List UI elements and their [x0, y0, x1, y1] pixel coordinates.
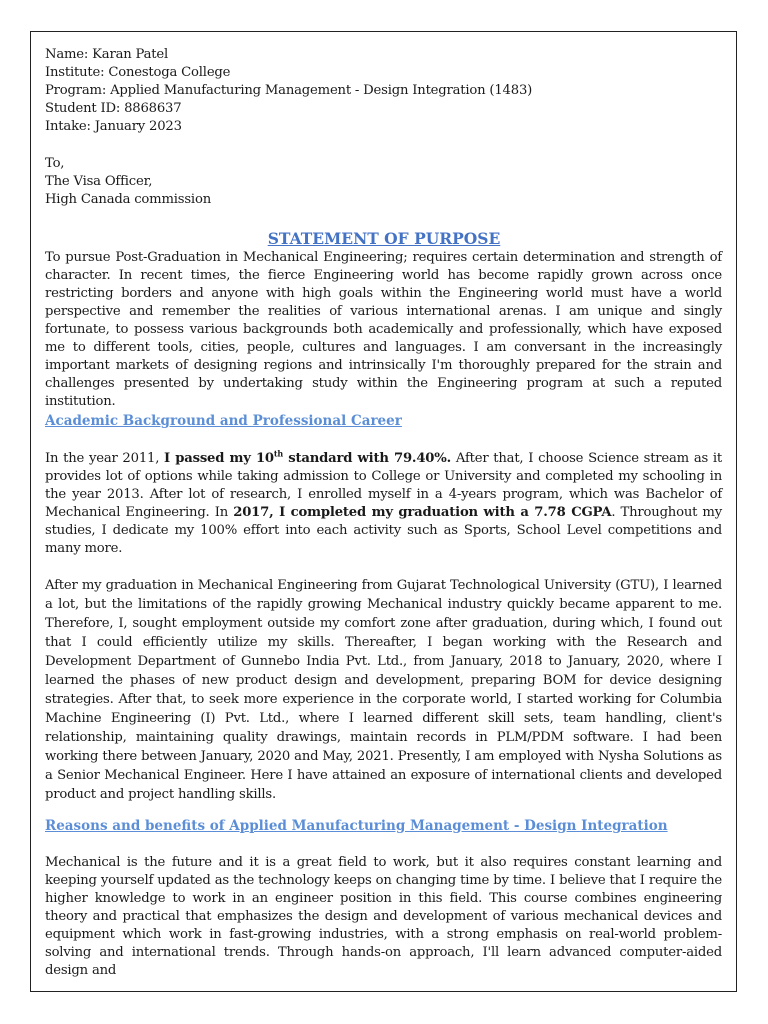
document-title: STATEMENT OF PURPOSE — [267, 229, 501, 248]
applicant-student-id: Student ID: 8868637 — [45, 101, 182, 116]
bold-text: I passed my 10 — [164, 451, 274, 466]
address-commission: High Canada commission — [45, 192, 211, 207]
bold-text: 2017, I completed my graduation with a 7.78 CGPA — [233, 505, 612, 520]
intro-paragraph: To pursue Post-Graduation in Mechanical Engineering; requires certain determination and strength of character. In recent times, the fierce Engineering world has become rapidly grown across once restricting borders and anyone with high goals within the Engineering world must have a world perspective and remember the realities of various international arenas. I am unique and singly fortunate, to possess various backgrounds both academically and professionally, which have exposed me to different tools, cities, people, cultures and languages. I am conversant in the increasingly important markets of designing regions and intrinsically I'm thoroughly prepared for the strain and challenges presented by undertaking study within the Engineering program at such a reputed institution. — [45, 250, 722, 409]
bold-text: standard with 79.40%. — [283, 451, 452, 466]
academic-paragraph — [45, 450, 722, 558]
section-heading-reasons: Reasons and benefits of Applied Manufacturing Management - Design Integration — [45, 818, 668, 834]
career-paragraph: After my graduation in Mechanical Engineering from Gujarat Technological University (GTU), I learned a lot, but the limitations of the rapidly growing Mechanical industry quickly became apparent to me. Therefore, I, sought employment outside my comfort zone after graduation, during which, I found out that I could efficiently utilize my skills. Thereafter, I began working with the Research and Development Department of Gunnebo India Pvt. Ltd., from January, 2018 to January, 2020, where I learned the phases of new product design and development, preparing BOM for device designing strategies. After that, to seek more experience in the corporate world, I started working for Columbia Machine Engineering (I) Pvt. Ltd., where I learned different skill sets, team handling, client's relationship, maintaining quality drawings, maintain records in PLM/PDM software. I had been working there between January, 2020 and May, 2021. Presently, I am employed with Nysha Solutions as a Senior Mechanical Engineer. Here I have attained an exposure of international clients and developed product and project handling skills. — [45, 578, 722, 802]
address-officer: The Visa Officer, — [45, 174, 153, 189]
address-to: To, — [45, 156, 65, 171]
applicant-institute: Institute: Conestoga College — [45, 65, 231, 80]
applicant-intake: Intake: January 2023 — [45, 119, 182, 134]
applicant-info — [45, 46, 722, 136]
text: After that, I choose Science stream as it provides lot of options while taking admission to College or University and completed my schooling in the year 2013. After lot of research, I enrolled myself in a 4-years program, which was Bachelor of Mechanical Engineering. In — [45, 451, 723, 520]
text: In the year 2011, — [45, 451, 165, 466]
applicant-name: Name: Karan Patel — [45, 47, 168, 62]
superscript: th — [273, 448, 284, 459]
recipient-address — [45, 155, 722, 209]
section-heading-academic: Academic Background and Professional Career — [45, 413, 402, 429]
applicant-program: Program: Applied Manufacturing Management - Design Integration (1483) — [45, 83, 533, 98]
text: . Throughout my studies, I dedicate my 100% effort into each activity such as Sports, School Level competitions and many more. — [45, 505, 722, 556]
reasons-paragraph: Mechanical is the future and it is a great field to work, but it also requires constant learning and keeping yourself updated as the technology keeps on changing time by time. I believe that I require the higher knowledge to work in an engineer position in this field. This course combines engineering theory and practical that emphasizes the design and development of various mechanical devices and equipment which work in fast-growing industries, with a strong emphasis on real-world problem-solving and international trends. Through hands-on approach, I'll learn advanced computer-aided design and — [45, 855, 722, 978]
